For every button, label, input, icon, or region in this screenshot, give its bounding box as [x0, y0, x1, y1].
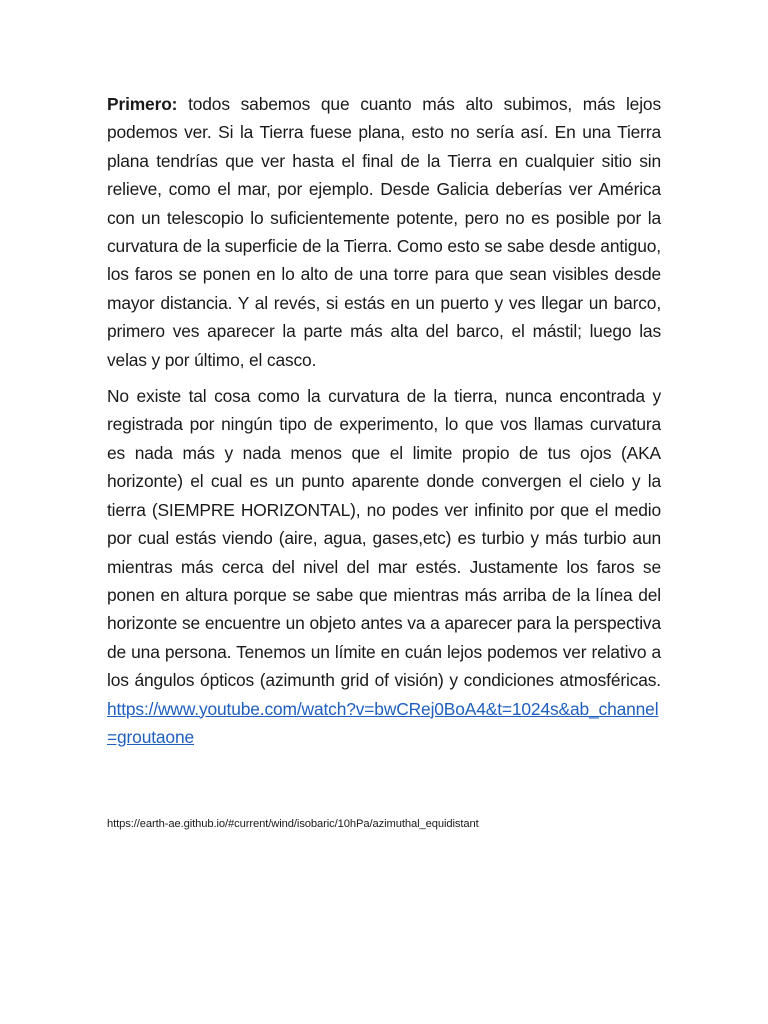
paragraph-response [107, 382, 661, 751]
paragraph-text: todos sabemos que cuanto más alto subimos, más lejos podemos ver. Si la Tierra fuese plana, esto no sería así. En una Tierra plana tendrías que ver hasta el final de la Tierra en cualquier sitio sin relieve, como el mar, por ejemplo. Desde Galicia deberías ver América con un telescopio lo suficientemente potente, pero no es posible por la curvatura de la superficie de la Tierra. Como esto se sabe desde antiguo, los faros se ponen en lo alto de una torre para que sean visibles desde mayor distancia. Y al revés, si estás en un puerto y ves llegar un barco, primero ves aparecer la parte más alta del barco, el mástil; luego las velas y por último, el casco. [107, 94, 661, 370]
paragraph-lead: Primero: [107, 94, 178, 114]
paragraph-text: No existe tal cosa como la curvatura de la tierra, nunca encontrada y registrada por ningún tipo de experimento, lo que vos llamas curvatura es nada más y nada menos que el limite propio de tus ojos (AKA horizonte) el cual es un punto aparente donde convergen el cielo y la tierra (SIEMPRE HORIZONTAL), no podes ver infinito por que el medio por cual estás viendo (aire, agua, gases,etc) es turbio y más turbio aun mientras más cerca del nivel del mar estés. Justamente los faros se ponen en altura porque se sabe que mientras más arriba de la línea del horizonte se encuentre un objeto antes va a aparecer para la perspectiva de una persona. Tenemos un límite en cuán lejos podemos ver relativo a los ángulos ópticos (azimunth grid of visión) y condiciones atmosféricas. [107, 386, 661, 691]
paragraph-primero [107, 90, 661, 374]
footer-url: https://earth-ae.github.io/#current/wind/isobaric/10hPa/azimuthal_equidistant [107, 818, 479, 830]
youtube-link[interactable]: https://www.youtube.com/watch?v=bwCRej0BoA4&t=1024s&ab_channel=groutaone [107, 698, 659, 747]
document-body [107, 90, 661, 759]
